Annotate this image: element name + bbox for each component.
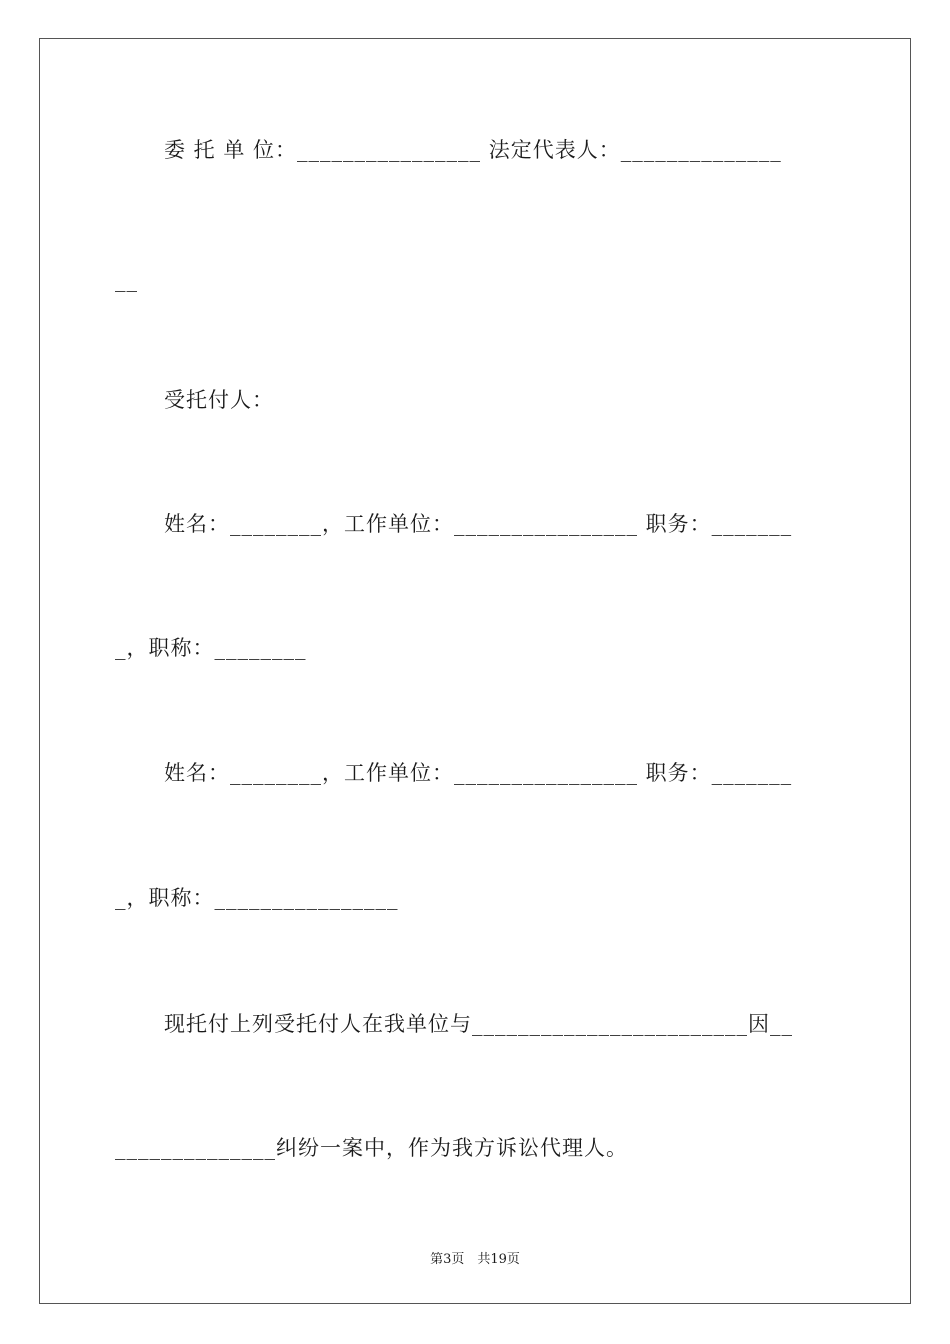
page-number: 第3页 共19页	[430, 1252, 520, 1267]
client-unit-line: 委 托 单 位：________________ 法定代表人：______________	[164, 138, 782, 162]
agent-2-title-line: _，职称：________________	[115, 886, 399, 910]
mandate-line: 现托付上列受托付人在我单位与________________________因__	[164, 1012, 793, 1036]
continuation-line: __	[115, 268, 138, 292]
mandate-continuation-line: ______________纠纷一案中，作为我方诉讼代理人。	[115, 1136, 628, 1160]
agent-heading: 受托付人：	[164, 388, 274, 412]
page-border	[39, 38, 911, 1304]
agent-1-title-line: _，职称：________	[115, 636, 307, 660]
agent-2-line: 姓名：________，工作单位：________________ 职务：_______	[164, 761, 793, 785]
agent-1-line: 姓名：________，工作单位：________________ 职务：_______	[164, 512, 793, 536]
